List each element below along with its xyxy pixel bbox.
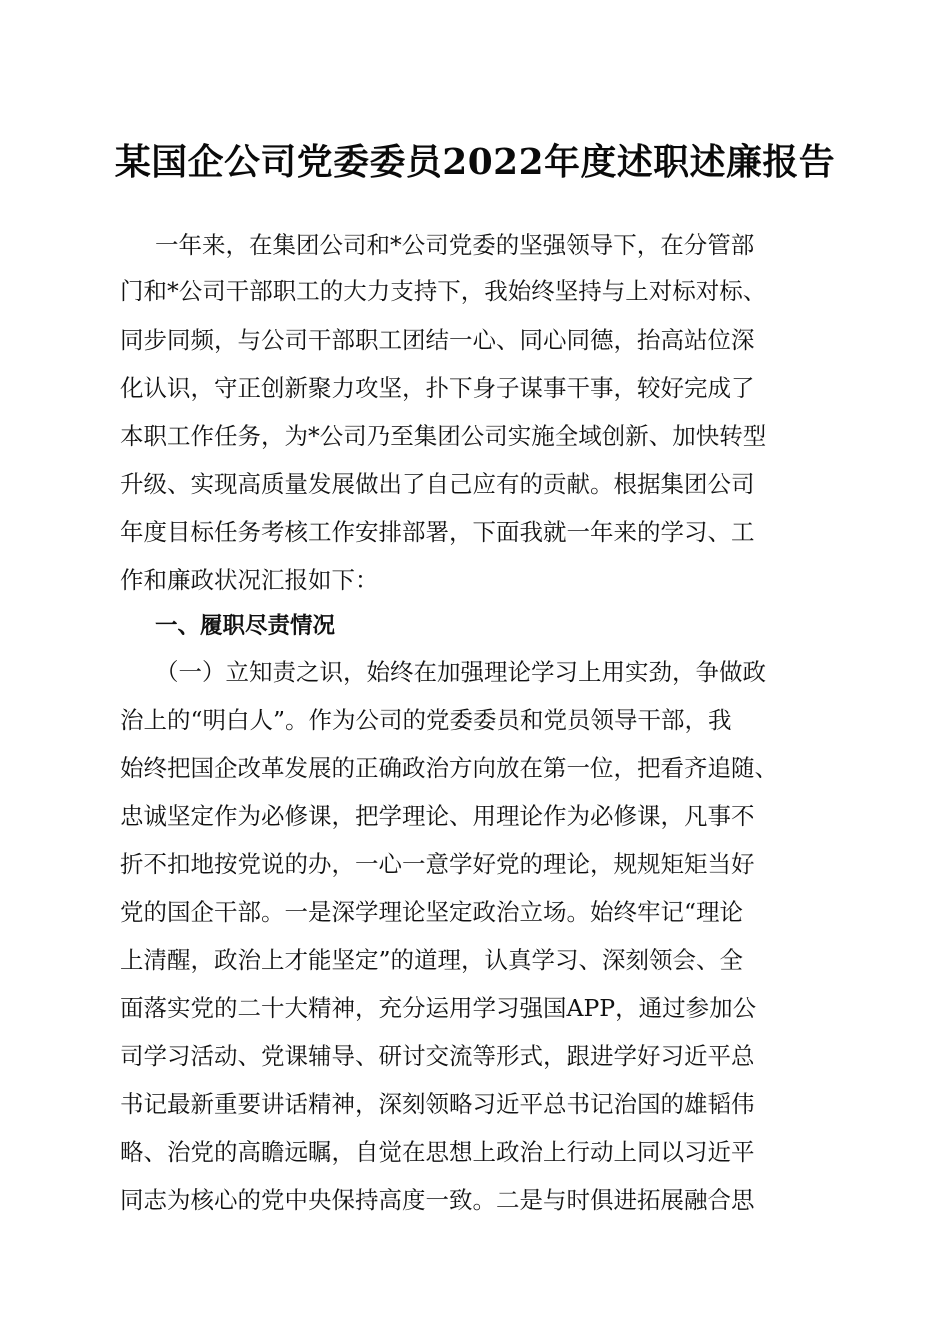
paragraph-line: 作和廉政状况汇报如下： [120, 566, 379, 594]
document-title: 某国企公司党委委员2022年度述职述廉报告 [114, 141, 836, 183]
paragraph-line: 本职工作任务，为*公司乃至集团公司实施全域创新、加快转型 [120, 422, 767, 450]
paragraph-line: 治上的“明白人”。作为公司的党委委员和党员领导干部，我 [120, 706, 732, 734]
paragraph-line: 党的国企干部。一是深学理论坚定政治立场。始终牢记“理论 [120, 898, 744, 926]
paragraph-line: 门和*公司干部职工的大力支持下，我始终坚持与上对标对标、 [120, 277, 767, 305]
paragraph-line: 年度目标任务考核工作安排部署，下面我就一年来的学习、工 [120, 518, 755, 546]
section-heading: 一、履职尽责情况 [155, 613, 336, 639]
paragraph-line: 同步同频，与公司干部职工团结一心、同心同德，抬高站位深 [120, 326, 755, 354]
paragraph-line: 略、治党的高瞻远瞩，自觉在思想上政治上行动上同以习近平 [120, 1138, 755, 1166]
paragraph-line: 同志为核心的党中央保持高度一致。二是与时俱进拓展融合思 [120, 1186, 755, 1214]
paragraph-line: （一）立知责之识，始终在加强理论学习上用实劲，争做政 [155, 658, 766, 686]
paragraph-line: 升级、实现高质量发展做出了自己应有的贡献。根据集团公司 [120, 470, 755, 498]
paragraph-line: 上清醒，政治上才能坚定”的道理，认真学习、深刻领会、全 [120, 946, 744, 974]
paragraph-line: 始终把国企改革发展的正确政治方向放在第一位，把看齐追随、 [120, 754, 778, 782]
paragraph-line: 化认识，守正创新聚力攻坚，扑下身子谋事干事，较好完成了 [120, 374, 755, 402]
paragraph-line: 忠诚坚定作为必修课，把学理论、用理论作为必修课，凡事不 [120, 802, 755, 830]
paragraph-line: 书记最新重要讲话精神，深刻领略习近平总书记治国的雄韬伟 [120, 1090, 755, 1118]
paragraph-line: 折不扣地按党说的办，一心一意学好党的理论，规规矩矩当好 [120, 850, 755, 878]
paragraph-line: 一年来，在集团公司和*公司党委的坚强领导下，在分管部 [155, 231, 755, 259]
paragraph-line: 面落实党的二十大精神，充分运用学习强国APP，通过参加公 [120, 994, 757, 1022]
paragraph-line: 司学习活动、党课辅导、研讨交流等形式，跟进学好习近平总 [120, 1042, 755, 1070]
